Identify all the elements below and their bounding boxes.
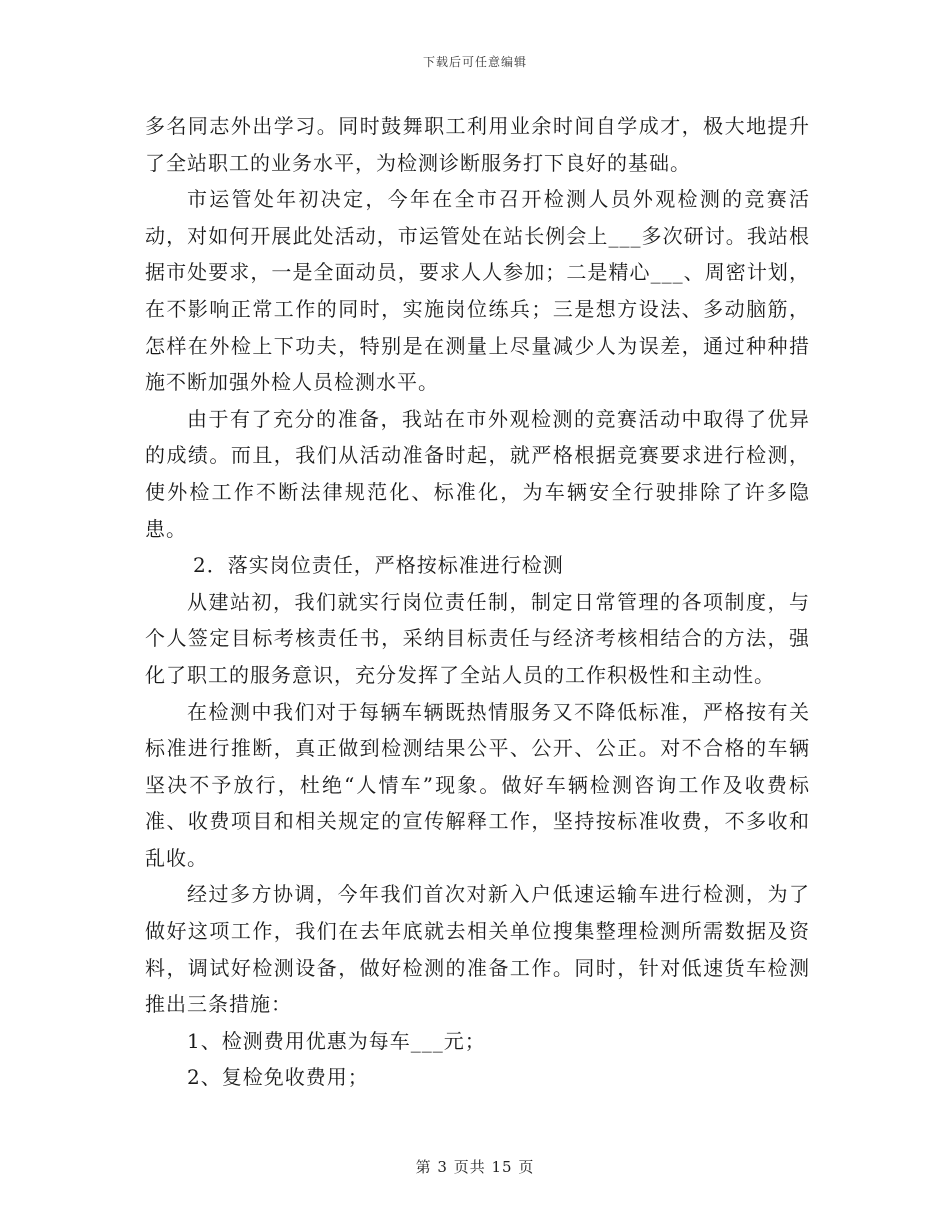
paragraph-competition-result: 由于有了充分的准备，我站在市外观检测的竞赛活动中取得了优异的成绩。而且，我们从活动准备时起，就严格根据竞赛要求进行检测，使外检工作不断法律规范化、标准化，为车辆安全行驶排除了许多隐患。 (145, 406, 810, 541)
paragraph-responsibility: 从建站初，我们就实行岗位责任制，制定日常管理的各项制度，与个人签定目标考核责任书，采纳目标责任与经济考核相结合的方法，强化了职工的服务意识，充分发挥了全站人员的工作积极性和主动性。 (145, 589, 810, 687)
paragraph-standards: 在检测中我们对于每辆车辆既热情服务又不降低标准，严格按有关标准进行推断，真正做到检测结果公平、公开、公正。对不合格的车辆坚决不予放行，杜绝“人情车”现象。做好车辆检测咨询工作及收费标准、收费项目和相关规定的宣传解释工作，坚持按标准收费，不多收和乱收。 (145, 699, 810, 870)
paragraph-low-speed-vehicles: 经过多方协调，今年我们首次对新入户低速运输车进行检测，为了做好这项工作，我们在去年底就去相关单位搜集整理检测所需数据及资料，调试好检测设备，做好检测的准备工作。同时，针对低速货车检测推出三条措施： (145, 882, 810, 1017)
list-item: 1、检测费用优惠为每车___元； (187, 1028, 486, 1053)
document-body (145, 108, 810, 1096)
list-item: 2、复检免收费用； (187, 1065, 369, 1090)
page-header: 下载后可任意编辑 (422, 55, 527, 69)
paragraph-study: 多名同志外出学习。同时鼓舞职工利用业余时间自学成才，极大地提升了全站职工的业务水平，为检测诊断服务打下良好的基础。 (145, 114, 810, 175)
paragraph-competition-plan: 市运管处年初决定，今年在全市召开检测人员外观检测的竞赛活动，对如何开展此处活动，市运管处在站长例会上___多次研讨。我站根据市处要求，一是全面动员，要求人人参加；二是精心___、周密计划，在不影响正常工作的同时，实施岗位练兵；三是想方设法、多动脑筋，怎样在外检上下功夫，特别是在测量上尽量减少人为误差，通过种种措施不断加强外检人员检测水平。 (145, 187, 810, 395)
page-number: 第 3 页共 15 页 (415, 1158, 535, 1176)
section-heading: 2．落实岗位责任，严格按标准进行检测 (193, 553, 564, 578)
